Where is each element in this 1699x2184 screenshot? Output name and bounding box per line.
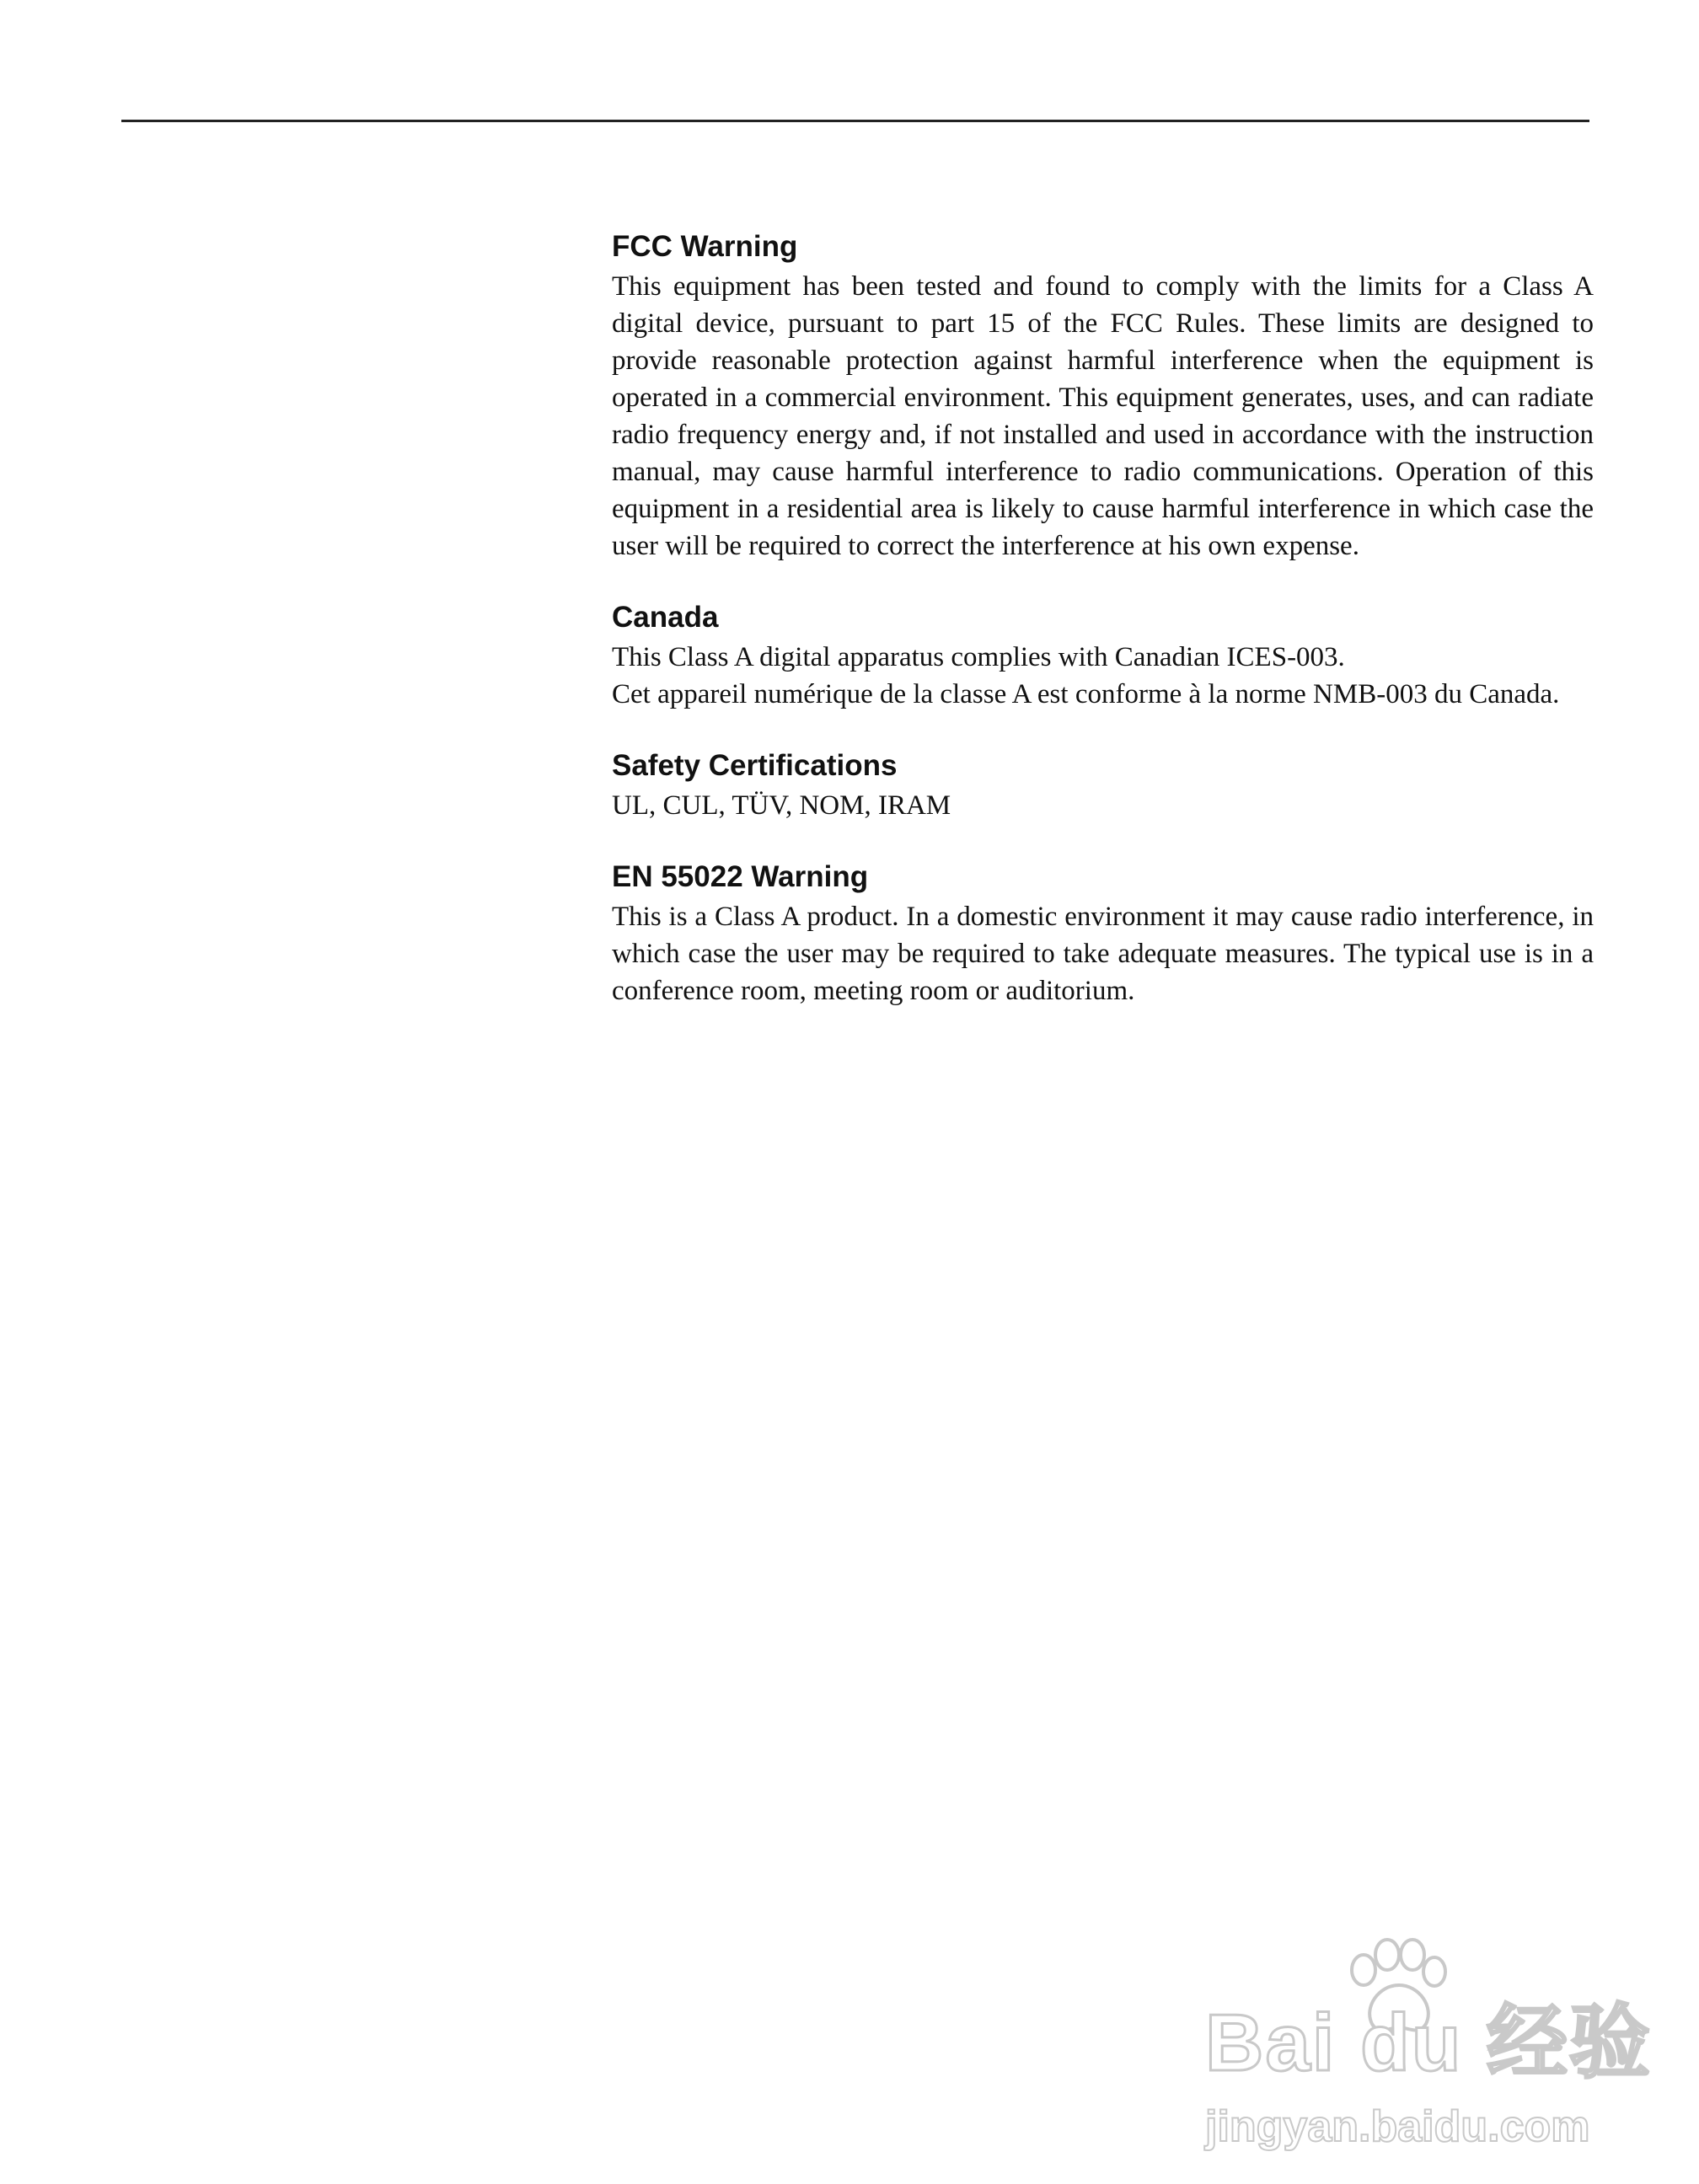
- section-paragraph: UL, CUL, TÜV, NOM, IRAM: [612, 790, 951, 821]
- section-paragraph: This equipment has been tested and found to comply with the limits for a Class A digital device, pursuant to part 15 of the FCC Rules. These limits are designed to provide reasonable protection against harmful interference when the equipment is operated in a commercial environment. This equipment generates, uses, and can radiate radio frequency energy and, if not installed and used in accordance with the instruction manual, may cause harmful interference to radio communications. Operation of this equipment in a residential area is likely to cause harmful interference in which case the user will be required to correct the interference at his own expense.: [612, 271, 1594, 561]
- document-body: [612, 228, 1594, 1043]
- watermark-brand: Bai du 经验: [1205, 1998, 1653, 2088]
- header-rule: [121, 120, 1589, 122]
- section-heading: Canada: [612, 601, 719, 634]
- watermark-domain: jingyan.baidu.com: [1205, 2102, 1590, 2151]
- section-heading: EN 55022 Warning: [612, 860, 869, 893]
- section-canada: [612, 598, 1594, 713]
- section-paragraph: Cet appareil numérique de la classe A est conforme à la norme NMB-003 du Canada.: [612, 679, 1560, 709]
- section-heading: FCC Warning: [612, 230, 798, 263]
- section-paragraph: This Class A digital apparatus complies with Canadian ICES-003.: [612, 642, 1345, 672]
- section-fcc-warning: [612, 228, 1594, 565]
- section-en55022-warning: [612, 858, 1594, 1009]
- section-safety-certifications: [612, 747, 1594, 824]
- section-paragraph: This is a Class A product. In a domestic environment it may cause radio interference, in which case the user may be required to take adequate measures. The typical use is in a conference room, meeting room or auditorium.: [612, 902, 1594, 1006]
- section-heading: Safety Certifications: [612, 749, 898, 782]
- watermark: [1205, 1938, 1653, 2157]
